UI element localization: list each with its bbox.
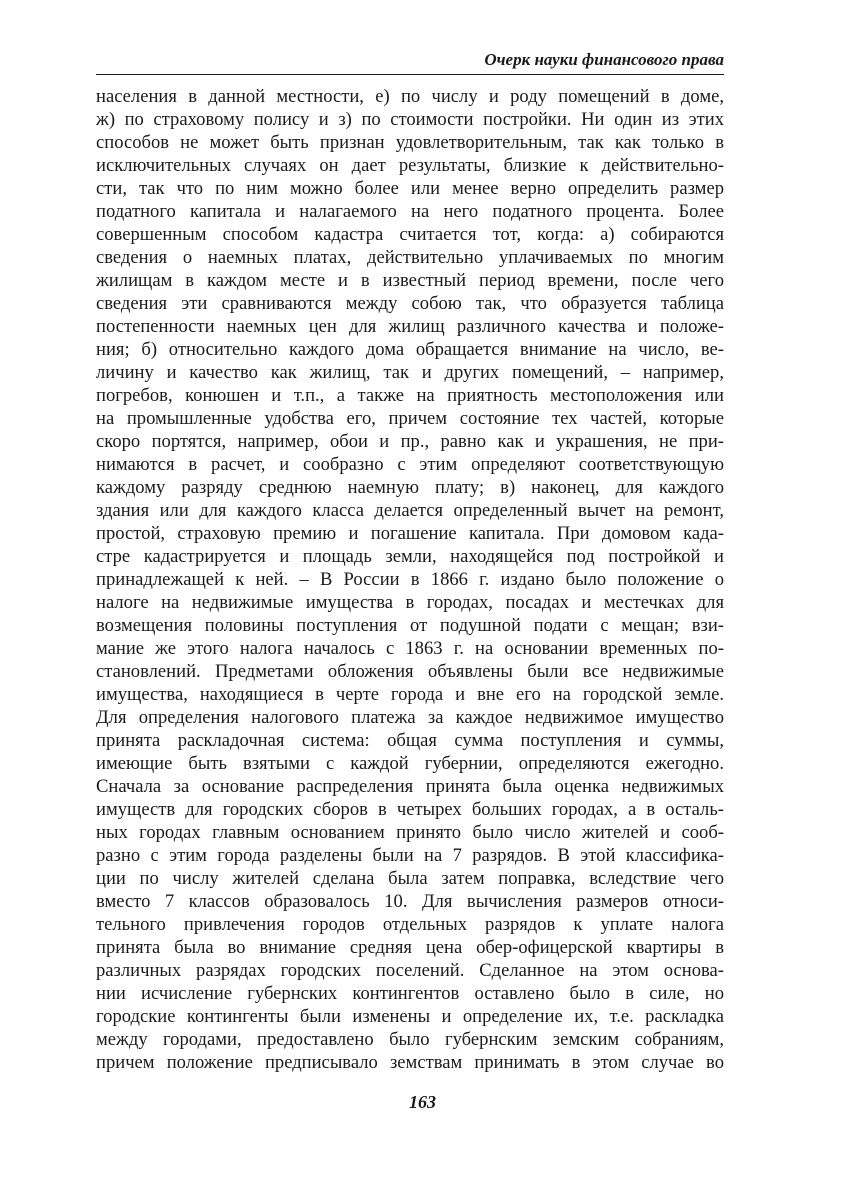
text-line: стре кадастрируется и площадь земли, находящейся под постройкой и bbox=[96, 546, 724, 567]
text-line: Сначала за основание распределения принята была оценка недвижимых bbox=[96, 776, 724, 797]
text-line: разно с этим города разделены были на 7 разрядов. В этой классифика- bbox=[96, 845, 724, 866]
text-line: имуществ для городских сборов в четырех больших городах, а в осталь- bbox=[96, 799, 724, 820]
text-line: тельного привлечения городов отдельных разрядов к уплате налога bbox=[96, 914, 724, 935]
text-line: налоге на недвижимые имущества в городах, посадах и местечках для bbox=[96, 592, 724, 613]
text-line: исключительных случаях он дает результаты, близкие к действительно- bbox=[96, 155, 724, 176]
text-line: нии исчисление губернских контингентов оставлено было в силе, но bbox=[96, 983, 724, 1004]
text-line: жилищам в каждом месте и в известный период времени, после чего bbox=[96, 270, 724, 291]
text-line: ния; б) относительно каждого дома обращается внимание на число, ве- bbox=[96, 339, 724, 360]
text-line: сведения о наемных платах, действительно уплачиваемых по многим bbox=[96, 247, 724, 268]
text-line: причем положение предписывало земствам принимать в этом случае во bbox=[96, 1052, 724, 1073]
text-line: личину и качество как жилищ, так и других помещений, – например, bbox=[96, 362, 724, 383]
text-line: сведения эти сравниваются между собою так, что образуется таблица bbox=[96, 293, 724, 314]
text-line: погребов, конюшен и т.п., а также на приятность местоположения или bbox=[96, 385, 724, 406]
text-line: ции по числу жителей сделана была затем поправка, вследствие чего bbox=[96, 868, 724, 889]
text-line: принята была во внимание средняя цена обер-офицерской квартиры в bbox=[96, 937, 724, 958]
text-line: простой, страховую премию и погашение капитала. При домовом када- bbox=[96, 523, 724, 544]
text-line: нимаются в расчет, и сообразно с этим определяют соответствующую bbox=[96, 454, 724, 475]
text-line: вместо 7 классов образовалось 10. Для вычисления размеров относи- bbox=[96, 891, 724, 912]
text-line: способов не может быть признан удовлетворительным, так как только в bbox=[96, 132, 724, 153]
body-text bbox=[96, 85, 724, 1074]
text-line: сти, так что по ним можно более или менее верно определить размер bbox=[96, 178, 724, 199]
text-line: возмещения половины поступления от подушной подати с мещан; взи- bbox=[96, 615, 724, 636]
text-line: городские контингенты были изменены и определение их, т.е. раскладка bbox=[96, 1006, 724, 1027]
text-line: податного капитала и налагаемого на него податного процента. Более bbox=[96, 201, 724, 222]
text-line: ж) по страховому полису и з) по стоимости постройки. Ни один из этих bbox=[96, 109, 724, 130]
text-line: ных городах главным основанием принято было число жителей и сооб- bbox=[96, 822, 724, 843]
text-line: постепенности наемных цен для жилищ различного качества и положе- bbox=[96, 316, 724, 337]
text-line: совершенным способом кадастра считается тот, когда: а) собираются bbox=[96, 224, 724, 245]
text-line: Для определения налогового платежа за каждое недвижимое имущество bbox=[96, 707, 724, 728]
text-line: имеющие быть взятыми с каждой губернии, определяются ежегодно. bbox=[96, 753, 724, 774]
text-line: населения в данной местности, е) по числу и роду помещений в доме, bbox=[96, 86, 724, 107]
text-line: между городами, предоставлено было губернским земским собраниям, bbox=[96, 1029, 724, 1050]
text-line: имущества, находящиеся в черте города и вне его на городской земле. bbox=[96, 684, 724, 705]
text-line: мание же этого налога началось с 1863 г. на основании временных по- bbox=[96, 638, 724, 659]
text-line: на промышленные удобства его, причем состояние тех частей, которые bbox=[96, 408, 724, 429]
text-line: становлений. Предметами обложения объявлены были все недвижимые bbox=[96, 661, 724, 682]
page-number: 163 bbox=[409, 1092, 436, 1112]
text-line: принадлежащей к ней. – В России в 1866 г. издано было положение о bbox=[96, 569, 724, 590]
text-line: принята раскладочная система: общая сумма поступления и суммы, bbox=[96, 730, 724, 751]
text-line: скоро портятся, например, обои и пр., равно как и украшения, не при- bbox=[96, 431, 724, 452]
running-header: Очерк науки финансового права bbox=[96, 50, 724, 75]
text-line: здания или для каждого класса делается определенный вычет на ремонт, bbox=[96, 500, 724, 521]
text-line: каждому разряду среднюю наемную плату; в) наконец, для каждого bbox=[96, 477, 724, 498]
text-line: различных разрядах городских поселений. Сделанное на этом основа- bbox=[96, 960, 724, 981]
